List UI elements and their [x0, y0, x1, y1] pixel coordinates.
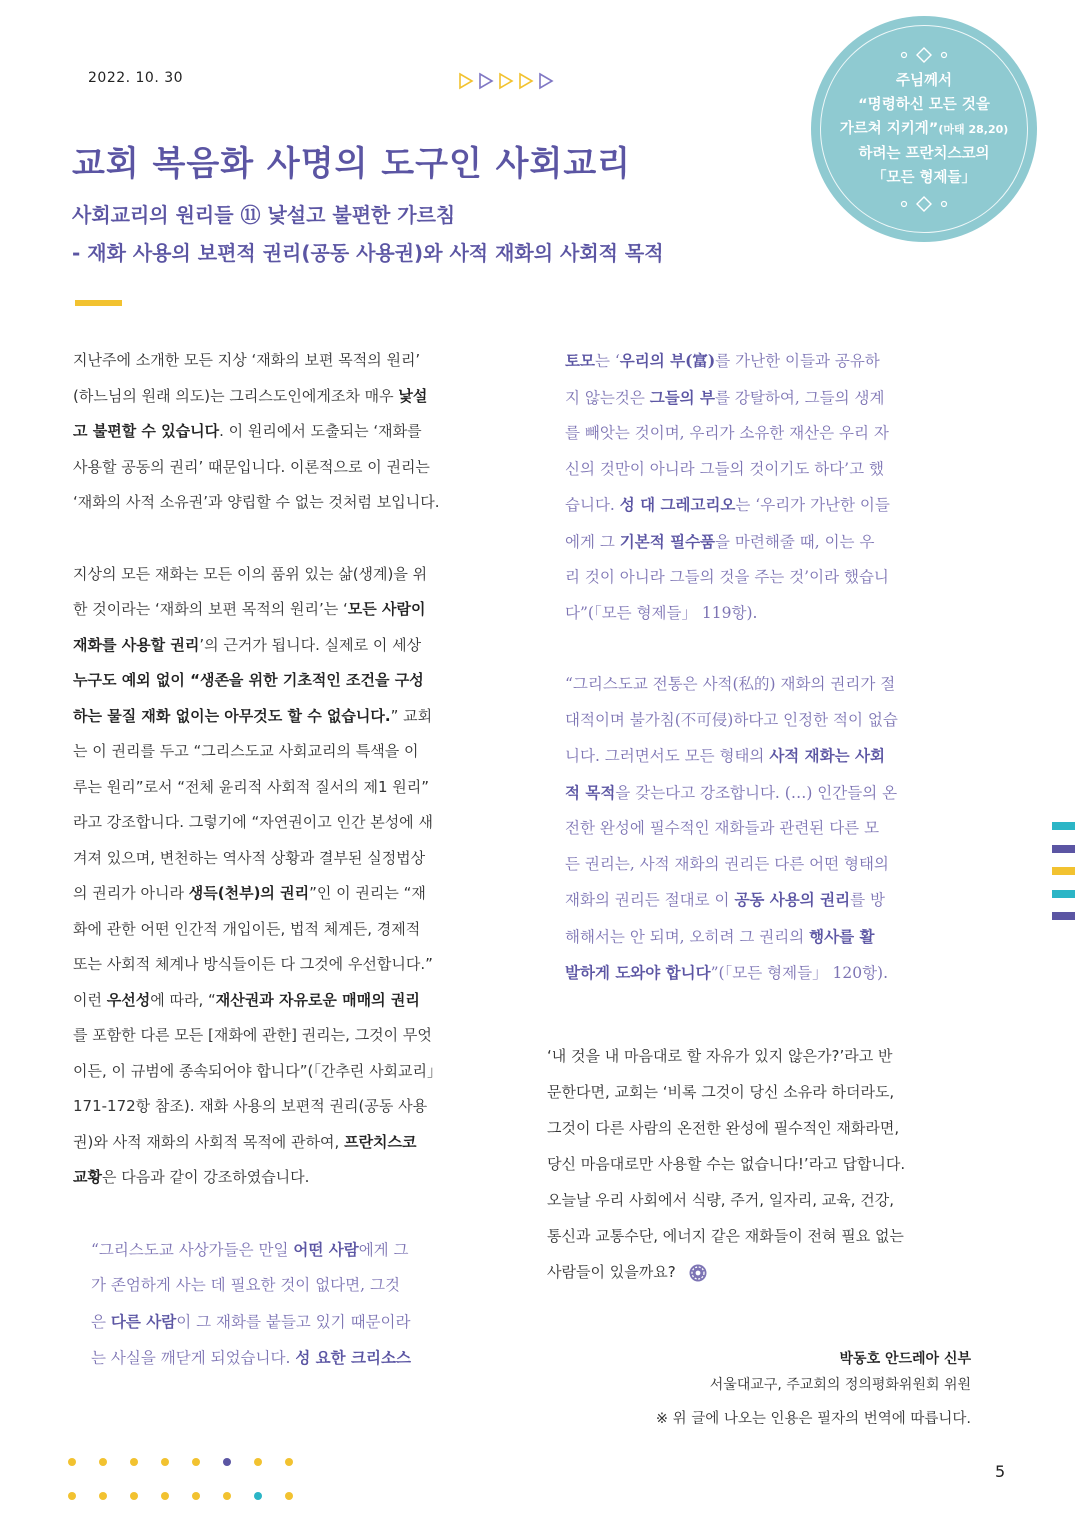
badge-ring [820, 25, 1028, 233]
arrow-icon [478, 72, 494, 90]
page-number: 5 [995, 1462, 1006, 1481]
dot [68, 1492, 76, 1500]
side-bar [1052, 912, 1075, 920]
dot [130, 1492, 138, 1500]
dot-row-top [68, 1458, 293, 1466]
closing-paragraph: ‘내 것을 내 마음대로 할 자유가 있지 않은가?’라고 반 문한다면, 교회는 ‘비록 그것이 당신 소유라 하더라도, 그것이 다른 사람의 온전한 완성에 필수적인 재화라면, 당신 마음대로만 사용할 수는 없습니다!’라고 답합니다. 오늘날 우리 사회에서 식량, 주거, 일자리, 교육, 건강, 통신과 교통수단, 에너지 같은 재화들이 전혀 필요 없는 사람들이 있을까요? [547, 1047, 906, 1281]
author-block [710, 1346, 971, 1398]
issue-date: 2022. 10. 30 [88, 70, 184, 86]
left-column [73, 343, 495, 1377]
dot [192, 1458, 200, 1466]
quote-block: 토모는 ‘우리의 부(富)를 가난한 이들과 공유하 지 않는것은 그들의 부를 강탈하여, 그들의 생계 를 빼앗는 것이며, 우리가 소유한 재산은 우리 자 신의 것만이 아니라 그들의 것이기도 하다’고 했 습니다. 성 대 그레고리오는 ‘우리가 가난한 이들 에게 그 기본적 필수품을 마련해줄 때, 이는 우 리 것이 아니라 그들의 것을 주는 것’이라 했습니 다”(「모든 형제들」 119항). [565, 351, 890, 622]
dot [223, 1458, 231, 1466]
arrow-icon [498, 72, 514, 90]
author-title: 서울대교구, 주교회의 정의평화위원회 위원 [709, 1377, 971, 1393]
dot [285, 1492, 293, 1500]
arrow-icon [538, 72, 554, 90]
arrow-icon [518, 72, 534, 90]
side-bar [1052, 890, 1075, 898]
badge-line: 가르쳐 지키게”(마태 28,20) [839, 120, 1009, 137]
arrow-decoration [458, 72, 554, 90]
dot [161, 1492, 169, 1500]
translation-note: ※ 위 글에 나오는 인용은 필자의 번역에 따릅니다. [655, 1411, 971, 1427]
side-bar [1052, 867, 1075, 875]
dot [130, 1458, 138, 1466]
page-title: 교회 복음화 사명의 도구인 사회교리 [72, 144, 632, 184]
dot [285, 1458, 293, 1466]
end-mark-icon [688, 1263, 708, 1283]
dot [223, 1492, 231, 1500]
dot [99, 1492, 107, 1500]
quote-block: “그리스도교 사상가들은 만일 어떤 사람에게 그 가 존엄하게 사는 데 필요한 것이 없다면, 그것 은 다른 사람이 그 재화를 붙들고 있기 때문이라 는 사실을 깨닫게 되었습니다. 성 요한 크리소스 [91, 1239, 411, 1367]
right-column [565, 343, 971, 992]
dot [68, 1458, 76, 1466]
paragraph: 지난주에 소개한 모든 지상 ‘재화의 보편 목적의 원리’ (하느님의 원래 의도)는 그리스도인에게조차 매우 낯설 고 불편할 수 있습니다. 이 원리에서 도출되는 ‘재화를 사용할 공동의 권리’ 때문입니다. 이론적으로 이 권리는 ‘재화의 사적 소유권’과 양립할 수 없는 것처럼 보입니다. [73, 351, 440, 511]
dot [161, 1458, 169, 1466]
badge-line: “명령하신 모든 것을 [858, 96, 990, 113]
dot [192, 1492, 200, 1500]
paragraph: 지상의 모든 재화는 모든 이의 품위 있는 삶(생계)을 위 한 것이라는 ‘재화의 보편 목적의 원리’는 ‘모든 사람이 재화를 사용할 권리’의 근거가 됩니다. 실제로 이 세상 누구도 예외 없이 “생존을 위한 기초적인 조건을 구성 하는 물질 재화 없이는 아무것도 할 수 없습니다.” 교회 는 이 권리를 두고 “그리스도교 사회교리의 특색을 이 루는 원리”로서 “전체 윤리적 사회적 질서의 제1 원리” 라고 강조합니다. 그렇기에 “자연권이고 인간 본성에 새 겨져 있으며, 변천하는 역사적 상황과 결부된 실정법상 의 권리가 아니라 생득(천부)의 권리”인 이 권리는 “재 화에 관한 어떤 인간적 개입이든, 법적 체계든, 경제적 또는 사회적 체계나 방식들이든 다 그것에 우선합니다.” 이런 우선성에 따라, “재산권과 자유로운 매매의 권리 를 포함한 다른 모든 [재화에 관한] 권리는, 그것이 무엇 이든, 이 규범에 종속되어야 합니다”(「간추린 사회교리」 171-172항 참조). 재화 사용의 보편적 권리(공동 사용 권)와 사적 재화의 사회적 목적에 관하여, 프란치스코 교황은 다음과 같이 강조하였습니다. [73, 564, 443, 1186]
dot [254, 1492, 262, 1500]
author-name: 박동호 안드레아 신부 [839, 1351, 971, 1367]
side-bar [1052, 845, 1075, 853]
dot-row-bottom [68, 1492, 293, 1500]
dot [99, 1458, 107, 1466]
accent-bar [75, 300, 122, 306]
theme-badge [811, 16, 1037, 242]
arrow-icon [458, 72, 474, 90]
quote-block: “그리스도교 전통은 사적(私的) 재화의 권리가 절 대적이며 불가침(不可侵)하다고 인정한 적이 없습 니다. 그러면서도 모든 형태의 사적 재화는 사회 적 목적을 갖는다고 강조합니다. (…) 인간들의 온 전한 완성에 필수적인 재화들과 관련된 다른 모 든 권리는, 사적 재화의 권리든 다른 어떤 형태의 재화의 권리든 절대로 이 공동 사용의 권리를 방 해해서는 안 되며, 오히려 그 권리의 행사를 활 발하게 도와야 합니다”(「모든 형제들」 120항). [565, 675, 898, 982]
page-subtitle: 사회교리의 원리들 ⑪ 낯설고 불편한 가르침 - 재화 사용의 보편적 권리(공동 사용권)와 사적 재화의 사회적 목적 [72, 203, 664, 265]
dot [254, 1458, 262, 1466]
badge-line: 「모든 형제들」 [871, 169, 977, 186]
badge-line: 하려는 프란치스코의 [858, 145, 990, 162]
side-bar [1052, 822, 1075, 830]
badge-line: 주님께서 [895, 72, 953, 89]
